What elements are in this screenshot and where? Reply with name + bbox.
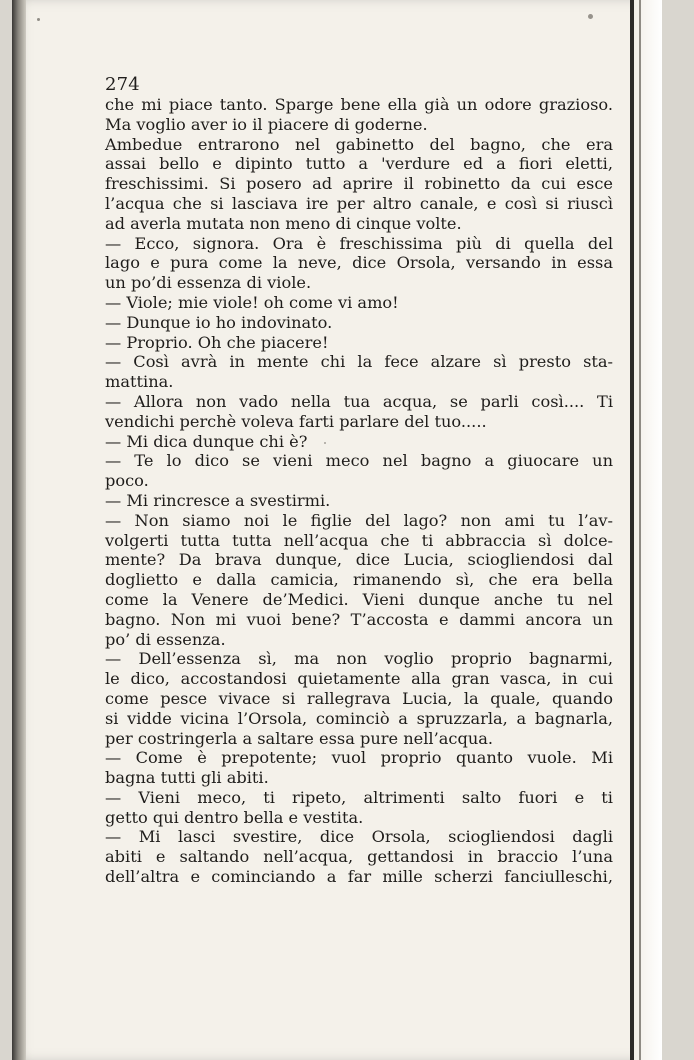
text-line: abiti e saltando nell’acqua, gettandosi in braccio l’una: [105, 847, 613, 867]
page-edge: [630, 0, 662, 1060]
page-text-block: [105, 74, 613, 887]
text-line: per costringerla a saltare essa pure nell’acqua.: [105, 728, 494, 748]
text-line: — Mi lasci svestire, dice Orsola, sciogliendosi dagli: [105, 827, 613, 847]
text-line: po’ di essenza.: [105, 629, 226, 649]
text-line: — Mi rincresce a svestirmi.: [105, 490, 331, 510]
text-line: — Viole; mie viole! oh come vi amo!: [105, 292, 399, 312]
text-line: un po’di essenza di viole.: [105, 273, 312, 293]
paper-speck: [588, 14, 593, 19]
text-line: che mi piace tanto. Sparge bene ella già un odore grazioso.: [105, 95, 613, 114]
text-line: mente? Da brava dunque, dice Lucia, sciogliendosi dal: [105, 550, 613, 570]
text-line: bagna tutti gli abiti.: [105, 768, 269, 788]
text-line: — Te lo dico se vieni meco nel bagno a giuocare un: [105, 451, 613, 471]
text-line: — Vieni meco, ti ripeto, altrimenti salto fuori e ti: [105, 787, 613, 807]
text-line: mattina.: [105, 372, 174, 392]
text-line: ad averla mutata non meno di cinque volte.: [105, 213, 462, 233]
text-line: vendichi perchè voleva farti parlare del tuo.....: [105, 411, 487, 431]
text-line: doglietto e dalla camicia, rimanendo sì, che era bella: [105, 570, 613, 590]
text-line: volgerti tutta tutta nell’acqua che ti abbraccia sì dolce-: [105, 530, 613, 550]
text-line: poco.: [105, 471, 149, 491]
text-line: bagno. Non mi vuoi bene? T’accosta e dammi ancora un: [105, 609, 613, 629]
text-line: come pesce vivace si rallegrava Lucia, la quale, quando: [105, 688, 613, 708]
text-line: assai bello e dipinto tutto a 'verdure ed a fiori eletti,: [105, 154, 613, 174]
text-line: — Così avrà in mente chi la fece alzare sì presto sta-: [105, 352, 613, 372]
text-line: l’acqua che si lasciava ire per altro canale, e così si riuscì: [105, 193, 613, 213]
text-line: dell’altra e cominciando a far mille scherzi fanciulleschi,: [105, 867, 613, 887]
text-line: getto qui dentro bella e vestita.: [105, 807, 364, 827]
text-line: — Dell’essenza sì, ma non voglio proprio bagnarmi,: [105, 649, 613, 669]
text-line: — Mi dica dunque chi è?: [105, 431, 308, 451]
text-line: lago e pura come la neve, dice Orsola, versando in essa: [105, 253, 613, 273]
text-line: — Dunque io ho indovinato.: [105, 312, 333, 332]
page-number: 274: [105, 74, 140, 95]
text-line: freschissimi. Si posero ad aprire il robinetto da cui esce: [105, 174, 613, 194]
text-line: — Ecco, signora. Ora è freschissima più di quella del: [105, 233, 613, 253]
text-line: — Non siamo noi le figlie del lago? non ami tu l’av-: [105, 510, 613, 530]
text-line: — Proprio. Oh che piacere!: [105, 332, 329, 352]
text-line: le dico, accostandosi quietamente alla gran vasca, in cui: [105, 669, 613, 689]
text-line: — Allora non vado nella tua acqua, se parli così.... Ti: [105, 391, 613, 411]
text-lines: [105, 95, 613, 887]
text-line: — Come è prepotente; vuol proprio quanto vuole. Mi: [105, 748, 613, 768]
page-gutter-shadow: [12, 0, 26, 1060]
text-line: Ma voglio aver io il piacere di goderne.: [105, 114, 428, 134]
text-line: si vidde vicina l’Orsola, cominciò a spruzzarla, a bagnarla,: [105, 708, 613, 728]
paper-speck: [37, 18, 40, 21]
text-line: Ambedue entrarono nel gabinetto del bagno, che era: [105, 134, 613, 154]
text-line: come la Venere de’Medici. Vieni dunque anche tu nel: [105, 589, 613, 609]
